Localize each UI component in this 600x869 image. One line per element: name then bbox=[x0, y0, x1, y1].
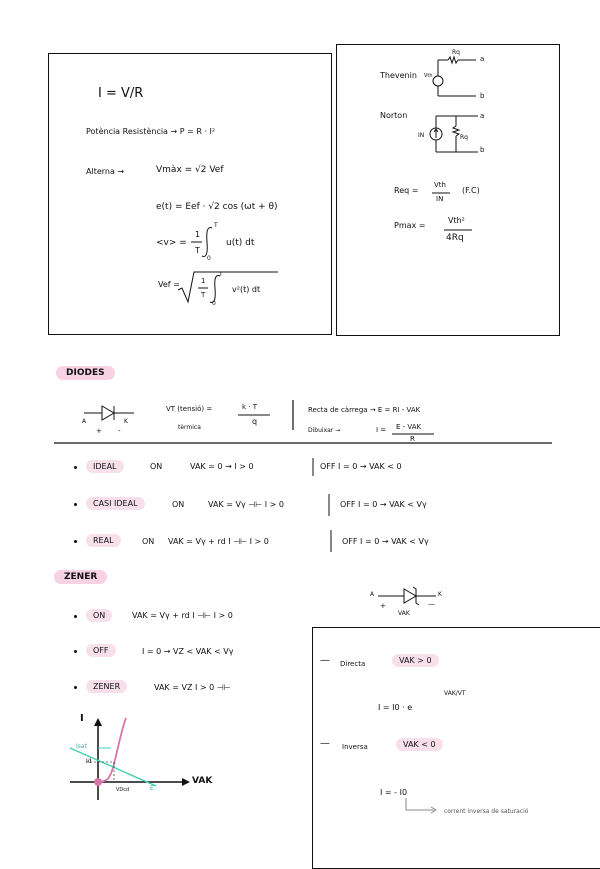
directa-pill: VAK > 0 bbox=[392, 654, 439, 667]
thevenin-rq: Rq bbox=[452, 49, 460, 56]
real-divider bbox=[330, 530, 332, 552]
pmax-left: Pmax = bbox=[394, 221, 426, 230]
directa-dash: — bbox=[320, 655, 330, 666]
i-num: E - VAK bbox=[396, 423, 422, 431]
norton-label: Norton bbox=[380, 111, 408, 120]
diode-symbol bbox=[84, 403, 144, 423]
casi-ideal-pill: CASI IDEAL bbox=[86, 497, 145, 510]
graph-vak-label: VAK bbox=[192, 776, 213, 786]
zener-minus: — bbox=[428, 600, 435, 608]
req-left: Req = bbox=[394, 186, 419, 195]
zener-zener-pill: ZENER bbox=[86, 680, 127, 693]
zener-off-pill: OFF bbox=[86, 644, 116, 657]
vef-left: Vef = bbox=[158, 280, 180, 289]
alterna-label: Alterna → bbox=[86, 167, 125, 176]
vt-frac-line bbox=[238, 414, 272, 416]
avg-left: <v> = bbox=[156, 238, 187, 248]
casi-on: ON bbox=[172, 500, 185, 509]
vef-integrand: v²(t) dt bbox=[232, 285, 261, 294]
vef-frac-den: T bbox=[201, 291, 206, 299]
real-on-eq: VAK = Vγ + rd I ⊣⊢ I > 0 bbox=[168, 537, 269, 546]
bullet bbox=[74, 650, 77, 653]
ideal-off: OFF I = 0 → VAK < 0 bbox=[320, 462, 402, 471]
inversa-eq: I = - I0 bbox=[380, 788, 408, 797]
inversa-label: Inversa bbox=[342, 743, 368, 751]
avg-frac-num: 1 bbox=[195, 230, 201, 239]
dibuixar-label: Dibuixar → bbox=[308, 427, 341, 434]
req-num: Vth bbox=[434, 181, 446, 189]
req-den: IN bbox=[436, 195, 444, 203]
avg-upper: T bbox=[214, 222, 218, 229]
vef-lower: 0 bbox=[212, 300, 216, 307]
i-den: R bbox=[410, 435, 415, 443]
thevenin-a: a bbox=[480, 55, 485, 63]
casi-divider bbox=[328, 494, 330, 516]
vmax-formula: Vmàx = √2 Vef bbox=[156, 165, 224, 175]
pmax-den: 4Rq bbox=[446, 233, 464, 243]
norton-circuit bbox=[426, 112, 486, 160]
graph-isat-label: Isat bbox=[76, 743, 87, 750]
thevenin-b: b bbox=[480, 92, 485, 100]
zener-off-eq: I = 0 → VZ < VAK < Vγ bbox=[142, 647, 234, 656]
diodes-vertical-divider bbox=[292, 400, 294, 430]
bullet bbox=[74, 503, 77, 506]
graph-i-label: I bbox=[80, 713, 84, 724]
inversa-dash: — bbox=[320, 738, 330, 749]
vt-left: VT (tensió) = bbox=[166, 405, 213, 413]
recta-label: Recta de càrrega → E = RI - VAK bbox=[308, 406, 421, 414]
norton-in: IN bbox=[418, 132, 425, 139]
diode-anode: A bbox=[82, 418, 87, 425]
power-formula: Potència Resistència → P = R · I² bbox=[86, 127, 216, 136]
norton-b: b bbox=[480, 146, 485, 154]
pmax-frac-line bbox=[444, 229, 474, 231]
avg-frac-den: T bbox=[195, 246, 200, 255]
directa-exp: VAK/VT bbox=[444, 690, 466, 697]
inversa-arrow bbox=[404, 798, 444, 818]
real-pill: REAL bbox=[86, 534, 121, 547]
norton-rq: Rq bbox=[460, 134, 468, 141]
diode-minus: - bbox=[118, 427, 121, 435]
vef-upper: T bbox=[219, 271, 223, 278]
graph-id-label: Id bbox=[86, 758, 92, 765]
diode-plus: + bbox=[96, 427, 102, 435]
zener-vak: VAK bbox=[398, 610, 410, 617]
vt-den: q bbox=[252, 417, 258, 426]
bullet bbox=[74, 615, 77, 618]
inversa-note: corrent inversa de saturació bbox=[444, 808, 529, 815]
inversa-pill: VAK < 0 bbox=[396, 738, 443, 751]
real-on: ON bbox=[142, 537, 155, 546]
bullet bbox=[74, 466, 77, 469]
zener-a: A bbox=[370, 591, 375, 598]
diodes-horizontal-divider bbox=[54, 442, 554, 444]
norton-a: a bbox=[480, 112, 485, 120]
ideal-on-eq: VAK = 0 → I > 0 bbox=[190, 462, 254, 471]
vth-label: Vth bbox=[424, 73, 433, 79]
ohm-law: I = V/R bbox=[98, 86, 144, 101]
thevenin-label: Thevenin bbox=[380, 71, 417, 80]
zener-k: K bbox=[438, 591, 442, 598]
bullet bbox=[74, 540, 77, 543]
pmax-num: Vth² bbox=[448, 216, 465, 225]
diodes-header: DIODES bbox=[56, 366, 115, 380]
casi-on-eq: VAK = Vγ ⊣⊢ I > 0 bbox=[208, 500, 284, 509]
ideal-divider bbox=[312, 458, 314, 476]
directa-eq: I = I0 · e bbox=[378, 703, 413, 712]
avg-integrand: u(t) dt bbox=[226, 238, 255, 248]
termica-label: tèrmica bbox=[178, 424, 201, 431]
ideal-pill: IDEAL bbox=[86, 460, 124, 473]
real-off: OFF I = 0 → VAK < Vγ bbox=[342, 537, 429, 546]
bullet bbox=[74, 686, 77, 689]
req-note: (F.C) bbox=[462, 186, 480, 195]
graph-e-label: E bbox=[150, 785, 154, 792]
casi-off: OFF I = 0 → VAK < Vγ bbox=[340, 500, 427, 509]
i-left: I = bbox=[376, 426, 387, 434]
et-formula: e(t) = Eef · √2 cos (ωt + θ) bbox=[156, 202, 278, 212]
ideal-on: ON bbox=[150, 462, 163, 471]
vt-num: k · T bbox=[242, 403, 258, 411]
req-frac-line bbox=[432, 192, 452, 194]
vef-frac-num: 1 bbox=[201, 277, 206, 285]
zener-header: ZENER bbox=[54, 570, 107, 584]
zener-on-eq: VAK = Vγ + rd I ⊣⊢ I > 0 bbox=[132, 611, 233, 620]
diode-cathode: K bbox=[124, 418, 128, 425]
graph-vd-label: VDcd bbox=[116, 787, 130, 793]
zener-plus: + bbox=[380, 602, 386, 610]
directa-label: Directa bbox=[340, 660, 366, 668]
zener-on-pill: ON bbox=[86, 609, 112, 622]
zener-zener-eq: VAK = VZ I > 0 ⊣⊢ bbox=[154, 683, 231, 692]
avg-lower: 0 bbox=[207, 255, 211, 262]
